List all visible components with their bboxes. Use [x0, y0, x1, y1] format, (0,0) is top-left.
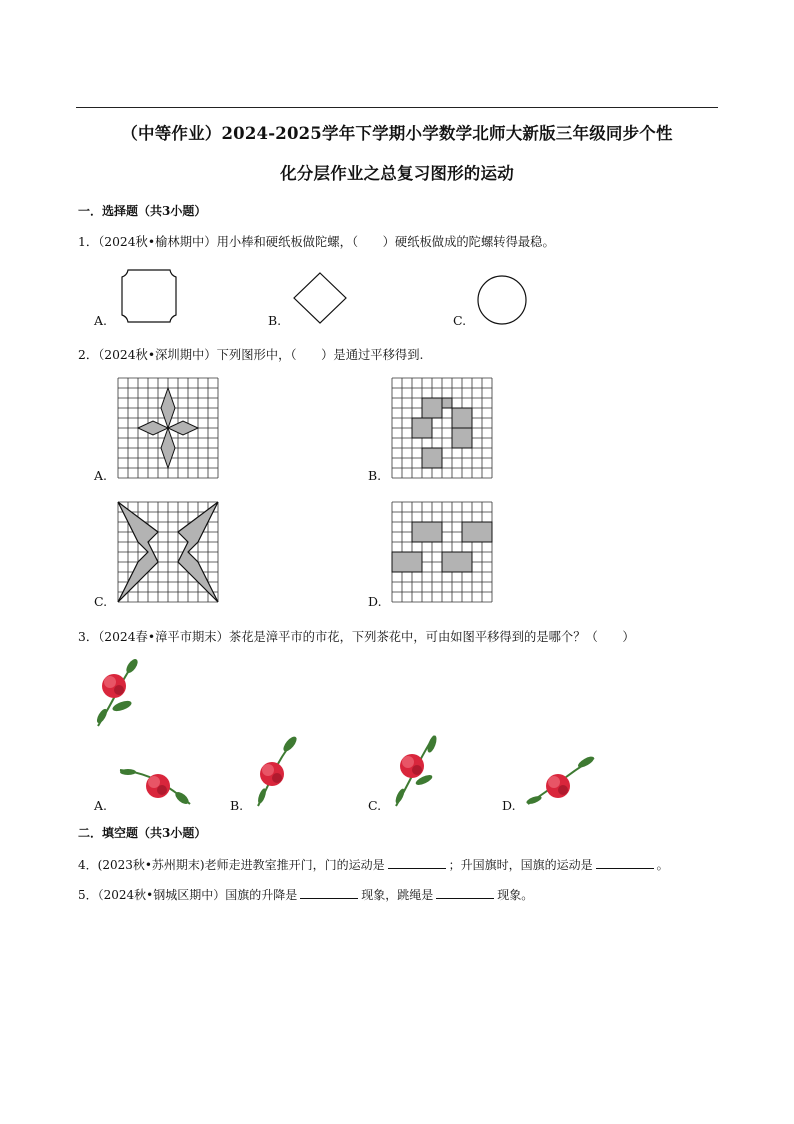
q3-option-c-label[interactable]: C. [368, 798, 382, 813]
question-1-text: 1．（2024秋•榆林期中）用小棒和硬纸板做陀螺，（ ）硬纸板做成的陀螺转得最稳。 [78, 235, 555, 249]
q3-option-a-camellia-flower-image [116, 758, 194, 810]
question-5-text-part2: 现象，跳绳是 [361, 888, 434, 902]
q3-reference-camellia-flower-image [88, 656, 144, 730]
q1-option-a-label[interactable]: A. [94, 313, 108, 328]
q3-option-b-label[interactable]: B. [230, 798, 244, 813]
q2-option-a-grid-figure [116, 376, 220, 480]
section-fill-heading: 二．填空题（共3小题） [78, 826, 207, 840]
section-choice-heading: 一．选择题（共3小题） [78, 204, 207, 218]
q3-option-a-label[interactable]: A. [94, 798, 108, 813]
q1-option-c-label[interactable]: C. [453, 313, 467, 328]
q2-option-a-label[interactable]: A. [94, 468, 108, 483]
question-5-text-part3: 现象。 [497, 888, 534, 902]
question-4 [78, 856, 669, 873]
q5-answer-blank-2[interactable] [436, 887, 494, 899]
question-5-text-part1: 5．（2024秋•钢城区期中）国旗的升降是 [78, 888, 298, 902]
q4-answer-blank-2[interactable] [596, 857, 654, 869]
q2-option-c-label[interactable]: C. [94, 594, 108, 609]
question-5 [78, 886, 533, 903]
q1-option-c-circle-figure [475, 273, 529, 327]
q2-option-c-grid-figure [116, 500, 222, 606]
question-4-text-part3: 。 [656, 858, 669, 872]
q3-option-d-camellia-flower-image [524, 754, 596, 808]
q3-option-b-camellia-flower-image [250, 734, 300, 810]
header-rule [76, 107, 718, 108]
page-title-line2: 化分层作业之总复习图形的运动 [280, 164, 514, 183]
q2-option-b-label[interactable]: B. [368, 468, 382, 483]
question-4-text-part2: ；升国旗时，国旗的运动是 [448, 858, 593, 872]
question-4-text-part1: 4．(2023秋•苏州期末)老师走进教室推开门，门的运动是 [78, 858, 385, 872]
q5-answer-blank-1[interactable] [300, 887, 358, 899]
question-3-text: 3．（2024春•漳平市期末）茶花是漳平市的市花，下列茶花中，可由如图平移得到的是哪个？（ ） [78, 630, 635, 644]
q4-answer-blank-1[interactable] [388, 857, 446, 869]
q1-option-a-octagon-figure [118, 266, 180, 326]
q2-option-d-grid-figure [390, 500, 494, 604]
q1-option-b-label[interactable]: B. [268, 313, 282, 328]
q2-option-b-grid-figure [390, 376, 494, 480]
q3-option-c-camellia-flower-image [390, 734, 442, 810]
page-title-line1: （中等作业）2024-2025学年下学期小学数学北师大新版三年级同步个性 [121, 124, 673, 143]
q3-option-d-label[interactable]: D. [502, 798, 516, 813]
q2-option-d-label[interactable]: D. [368, 594, 382, 609]
question-2-text: 2．（2024秋•深圳期中）下列图形中，（ ）是通过平移得到. [78, 348, 424, 362]
q1-option-b-diamond-figure [290, 271, 350, 325]
